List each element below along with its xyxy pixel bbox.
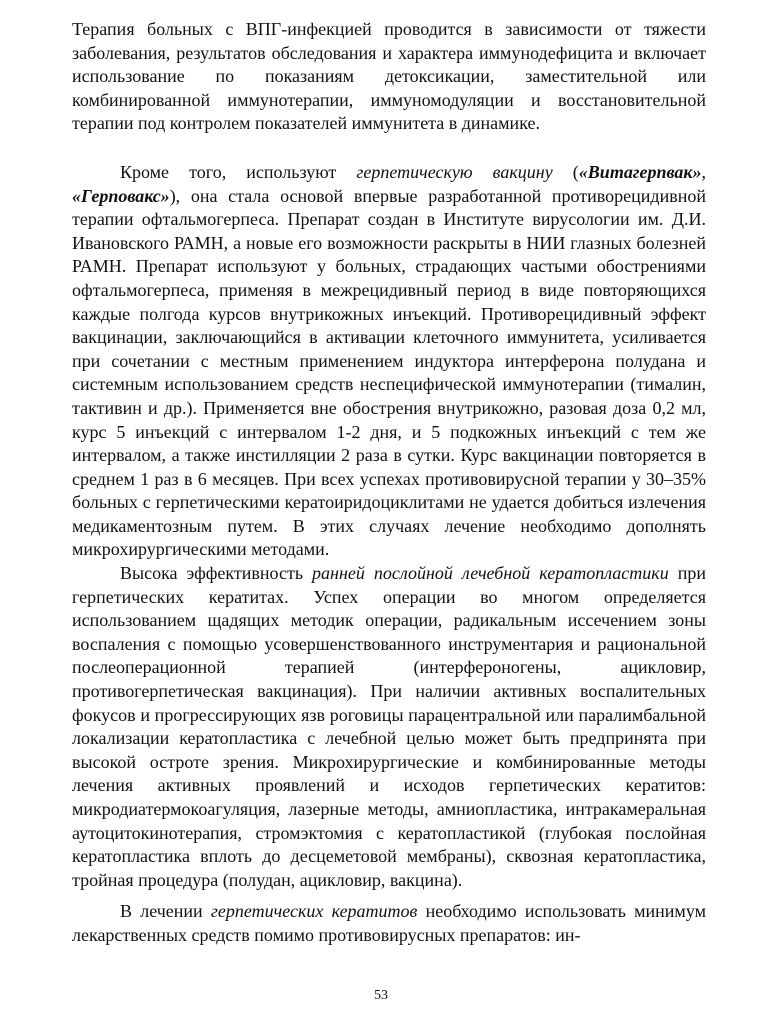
term-herpetic-keratitis: герпетических кератитов [210,901,418,922]
text-run: В лечении [120,901,211,922]
paragraph-keratoplasty [72,562,706,892]
text-run: необходимо использовать минимум лекарственных средств помимо противовирусных препаратов: ин- [72,901,706,945]
page-number: 53 [374,988,388,1003]
text-run: ( [552,161,579,182]
paragraph-keratitis-treatment [72,900,706,947]
drug-name-vitagerpvak: «Витагерпвак» [578,161,702,182]
text-run: при герпетических кератитах. Успех операции во многом определяется использованием щадящих методик операции, радикальным иссечением зоны воспаления с помощью усовершенствованного инструментария и рациональной послеоперационной терапией (интерфероногены, ацикловир, противогерпетическая вакцинация). При наличии активных воспалительных фокусов и прогрессирующих язв роговицы парацентральной или паралимбальной локализации кератопластика с лечебной целью может быть предпринята при высокой остроте зрения. Микрохирургические и комбинированные методы лечения активных проявлений и исходов герпетических кератитов: микродиатермокоагуляция, лазерные методы, амниопластика, интракамеральная аутоцитокинотерапия, стромэктомия с кератопластикой (глубокая послойная кератопластика вплоть до десцеметовой мембраны), сквозная кератопластика, тройная процедура (полудан, ацикловир, вакцина). [72,563,706,890]
term-early-keratoplasty: ранней послойной лечебной кератопластики [312,563,669,584]
text-run: Терапия больных с ВПГ-инфекцией проводится в зависимости от тяжести заболевания, результатов обследования и характера иммунодефицита и включает использование по показаниям детоксикации, заместительной или комбинированной иммунотерапии, иммуномодуляции и восстановительной терапии под контролем показателей иммунитета в динамике. [72,19,706,134]
text-run: ), она стала основой впервые разработанной противорецидивной терапии офтальмогерпеса. Препарат создан в Институте вирусологии им. Д.И. Ивановского РАМН, а новые его возможности раскрыты в НИИ глазных болезней РАМН. Препарат используют у больных, страдающих частыми обострениями офтальмогерпеса, применяя в межрецидивный период в виде повторяющихся каждые полгода курсов внутрикожных инъекций. Противорецидивный эффект вакцинации, заключающийся в активации клеточного иммунитета, усиливается при сочетании с местным применением индуктора интерферона полудана и системным использованием средств неспецифической иммунотерапии (тималин, тактивин и др.). Применяется вне обострения внутрикожно, разовая доза 0,2 мл, курс 5 инъекций с интервалом 1-2 дня, и 5 подкожных инъекций с тем же интервалом, а также инстилляции 2 раза в сутки. Курс вакцинации повторяется в среднем 1 раз в 6 месяцев. При всех успехах противовирусной терапии у 30–35% больных с герпетическими кератоиридоциклитами не удается добиться излечения медикаментозным путем. В этих случаях лечение необходимо дополнять микрохирургическими методами. [72,185,706,560]
text-run: Высока эффективность [120,563,313,584]
paragraph-herpes-vaccine [72,161,706,562]
text-run: , [701,161,707,182]
drug-name-gerpovaks: «Герповакс» [72,185,170,206]
paragraph-therapy-intro [72,18,706,136]
term-herpes-vaccine: герпетическую вакцину [356,161,553,182]
text-run: Кроме того, используют [120,161,357,182]
